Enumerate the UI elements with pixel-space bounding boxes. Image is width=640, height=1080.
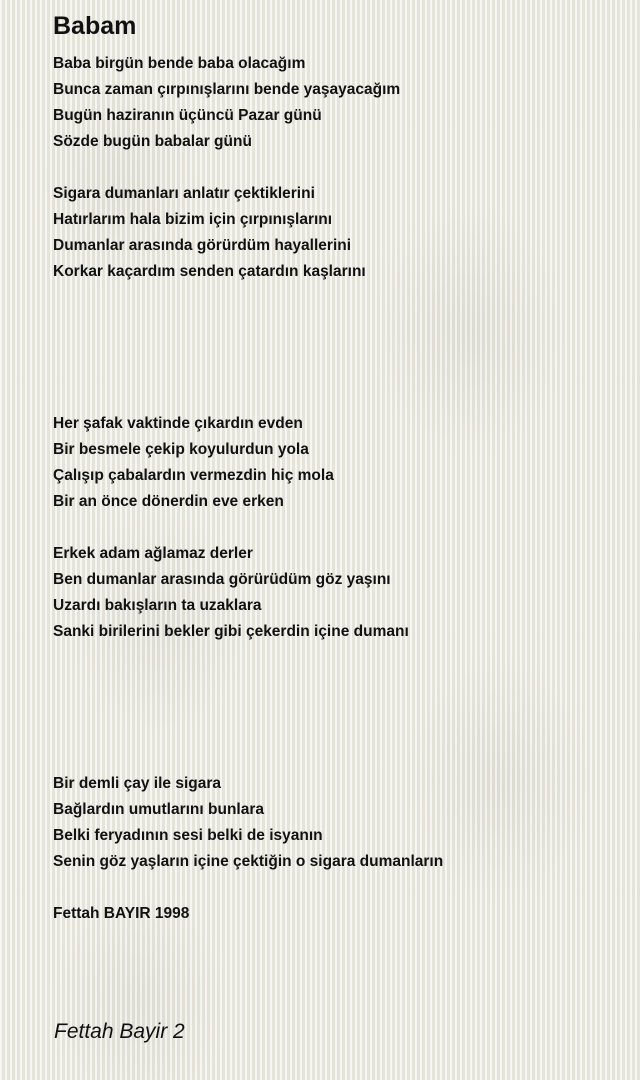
poem-line: Bir demli çay ile sigara xyxy=(53,775,222,792)
poem-line: Baba birgün bende baba olacağım xyxy=(53,55,306,72)
poem-line: Bunca zaman çırpınışlarını bende yaşayacağım xyxy=(53,81,401,98)
poem-line: Çalışıp çabalardın vermezdin hiç mola xyxy=(53,467,334,484)
poem-line: Bir besmele çekip koyulurdun yola xyxy=(53,441,309,458)
stanza-1 xyxy=(53,51,400,155)
poem-line: Sigara dumanları anlatır çektiklerini xyxy=(53,185,315,202)
poet-signature: Fettah Bayir 2 xyxy=(54,1020,185,1043)
author-date: Fettah BAYIR 1998 xyxy=(53,905,190,922)
poem-line: Uzardı bakışların ta uzaklara xyxy=(53,597,262,614)
poem-line: Korkar kaçardım senden çatardın kaşlarını xyxy=(53,263,366,280)
poem-line: Dumanlar arasında görürdüm hayallerini xyxy=(53,237,352,254)
poem-author-line xyxy=(53,901,189,927)
poem-line: Bugün haziranın üçüncü Pazar günü xyxy=(53,107,322,124)
stanza-2 xyxy=(53,181,366,285)
poem-line: Bir an önce dönerdin eve erken xyxy=(53,493,284,510)
poem-line: Belki feryadının sesi belki de isyanın xyxy=(53,827,323,844)
poem-title: Babam xyxy=(53,12,137,40)
poem-line: Sanki birilerini bekler gibi çekerdin içine dumanı xyxy=(53,623,409,640)
stanza-5 xyxy=(53,771,443,875)
poem-line: Erkek adam ağlamaz derler xyxy=(53,545,253,562)
poem-line: Senin göz yaşların içine çektiğin o sigara dumanların xyxy=(53,853,444,870)
stanza-3 xyxy=(53,411,334,515)
poem-line: Sözde bugün babalar günü xyxy=(53,133,252,150)
poem-line: Her şafak vaktinde çıkardın evden xyxy=(53,415,303,432)
poem-line: Hatırlarım hala bizim için çırpınışlarını xyxy=(53,211,333,228)
stanza-4 xyxy=(53,541,409,645)
poem-line: Ben dumanlar arasında görürüdüm göz yaşını xyxy=(53,571,391,588)
poem-line: Bağlardın umutlarını bunlara xyxy=(53,801,264,818)
